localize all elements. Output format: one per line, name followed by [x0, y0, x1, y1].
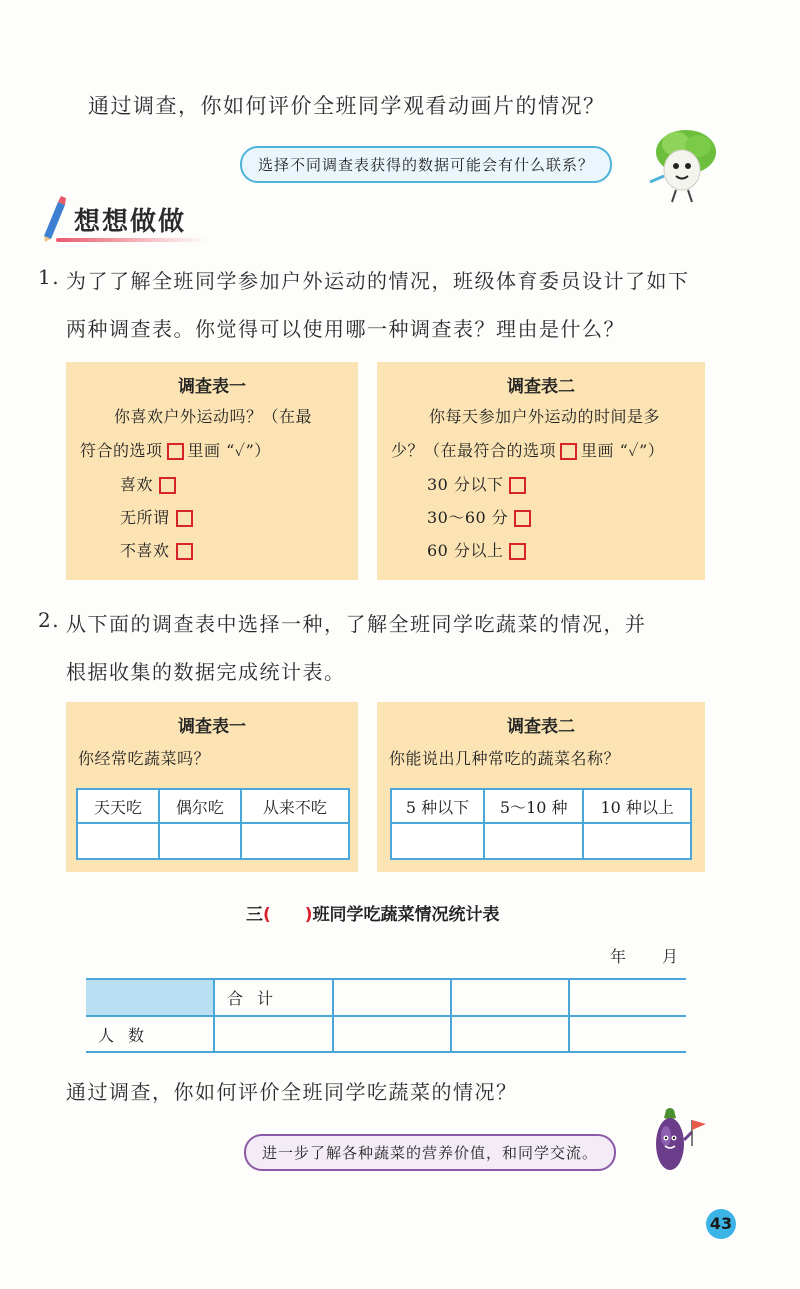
- card-question-cont: [80, 438, 271, 461]
- option-row: [120, 505, 193, 528]
- stat-total-header: 合计: [214, 980, 333, 1016]
- option-checkbox[interactable]: [176, 510, 193, 527]
- q1-survey-card-1: [66, 362, 358, 580]
- option-row: [120, 472, 176, 495]
- stat-header-cell[interactable]: [569, 980, 686, 1016]
- date-month-label: 月: [662, 947, 679, 966]
- table-input-cell[interactable]: [484, 823, 583, 859]
- option-label: 喜欢: [120, 475, 154, 494]
- q1-number: 1.: [38, 265, 61, 289]
- table-input-cell[interactable]: [391, 823, 484, 859]
- q2-line1: 从下面的调查表中选择一种，了解全班同学吃蔬菜的情况，并: [66, 612, 647, 636]
- stat-header-cell[interactable]: [451, 980, 569, 1016]
- option-row: [427, 538, 526, 561]
- stat-value-cell[interactable]: [333, 1016, 451, 1052]
- option-row: [427, 505, 531, 528]
- q1-line1: 为了了解全班同学参加户外运动的情况，班级体育委员设计了如下: [66, 269, 690, 293]
- card-question-part-a: 少？（在最符合的选项: [391, 441, 557, 460]
- option-label: 不喜欢: [120, 541, 170, 560]
- q2-number: 2.: [38, 608, 61, 632]
- stat-table-title: [246, 900, 500, 925]
- option-checkbox[interactable]: [176, 543, 193, 560]
- hint-bubble-bottom: 进一步了解各种蔬菜的营养价值，和同学交流。: [244, 1134, 616, 1171]
- stat-row-label: 人数: [86, 1016, 214, 1052]
- table-header-cell: 偶尔吃: [159, 789, 241, 823]
- q2-line2: 根据收集的数据完成统计表。: [66, 660, 346, 684]
- card-question: 你能说出几种常吃的蔬菜名称？: [389, 749, 621, 768]
- stat-date: [610, 944, 678, 967]
- eggplant-mascot-icon: [646, 1106, 708, 1180]
- page-number-badge: 43: [706, 1209, 736, 1239]
- table-input-cell[interactable]: [241, 823, 349, 859]
- q2-survey-table-2: [390, 788, 692, 860]
- option-label: 60 分以上: [427, 541, 504, 560]
- table-header-cell: 从来不吃: [241, 789, 349, 823]
- option-checkbox[interactable]: [159, 477, 176, 494]
- hint-bubble-top: 选择不同调查表获得的数据可能会有什么联系？: [240, 146, 612, 183]
- cabbage-mascot-icon: [636, 124, 726, 204]
- card-question: 你喜欢户外运动吗？（在最: [114, 407, 313, 426]
- section-heading: [36, 196, 186, 242]
- stat-value-cell[interactable]: [451, 1016, 569, 1052]
- table-input-cell[interactable]: [77, 823, 159, 859]
- card-question-cont: [391, 438, 664, 461]
- card-question: 你每天参加户外运动的时间是多: [429, 407, 661, 426]
- card-question: 你经常吃蔬菜吗？: [78, 749, 211, 768]
- stat-value-cell[interactable]: [569, 1016, 686, 1052]
- option-checkbox[interactable]: [514, 510, 531, 527]
- option-label: 无所谓: [120, 508, 170, 527]
- card-title: 调查表二: [507, 717, 575, 737]
- table-input-cell[interactable]: [583, 823, 691, 859]
- q2-survey-table-1: [76, 788, 350, 860]
- table-header-cell: 5～10 种: [484, 789, 583, 823]
- top-question: 通过调查，你如何评价全班同学观看动画片的情况？: [88, 94, 606, 118]
- pencil-icon: [36, 196, 66, 242]
- card-title: 调查表一: [178, 377, 246, 397]
- stat-title-paren-open: (: [263, 905, 271, 925]
- card-question-part-a: 符合的选项: [80, 441, 163, 460]
- card-question-part-b: 里画 “✓”）: [581, 441, 665, 460]
- option-row: [120, 538, 193, 561]
- section-title: 想想做做: [74, 206, 187, 237]
- card-title: 调查表一: [178, 717, 246, 737]
- stat-title-paren-close: ): [304, 905, 313, 925]
- card-question-part-b: 里画 “✓”）: [187, 441, 271, 460]
- checkbox-sample: [167, 443, 184, 460]
- bottom-question: 通过调查，你如何评价全班同学吃蔬菜的情况？: [66, 1080, 518, 1104]
- stat-title-prefix: 三: [246, 905, 263, 925]
- checkbox-sample: [560, 443, 577, 460]
- stat-corner: [86, 980, 214, 1016]
- stat-table: [86, 980, 686, 1053]
- stat-header-cell[interactable]: [333, 980, 451, 1016]
- card-title: 调查表二: [507, 377, 575, 397]
- option-label: 30 分以下: [427, 475, 504, 494]
- option-checkbox[interactable]: [509, 477, 526, 494]
- table-header-cell: 10 种以上: [583, 789, 691, 823]
- option-row: [427, 472, 526, 495]
- stat-value-cell[interactable]: [214, 1016, 333, 1052]
- table-header-cell: 5 种以下: [391, 789, 484, 823]
- section-underline: [56, 238, 206, 242]
- table-input-cell[interactable]: [159, 823, 241, 859]
- stat-title-suffix: 班同学吃蔬菜情况统计表: [312, 905, 500, 925]
- q1-survey-card-2: [377, 362, 705, 580]
- date-year-label: 年: [610, 947, 627, 966]
- option-checkbox[interactable]: [509, 543, 526, 560]
- q1-line2: 两种调查表。你觉得可以使用哪一种调查表？理由是什么？: [66, 317, 625, 341]
- table-header-cell: 天天吃: [77, 789, 159, 823]
- option-label: 30～60 分: [427, 508, 509, 527]
